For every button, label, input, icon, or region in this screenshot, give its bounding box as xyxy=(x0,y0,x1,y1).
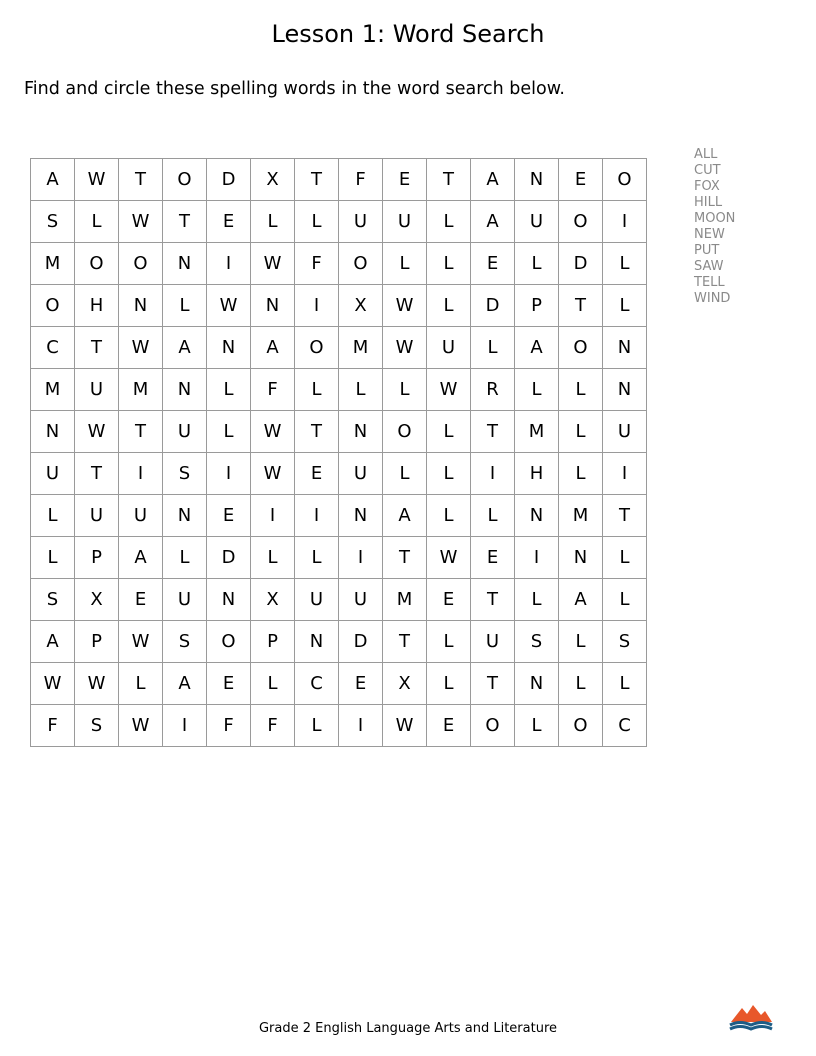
grid-cell[interactable]: T xyxy=(295,159,339,201)
word-list-item: FOX xyxy=(694,179,720,194)
grid-cell[interactable]: E xyxy=(207,201,251,243)
grid-cell[interactable]: U xyxy=(603,411,647,453)
word-search-grid xyxy=(30,158,647,747)
grid-cell[interactable]: F xyxy=(251,705,295,747)
grid-cell[interactable]: S xyxy=(515,621,559,663)
grid-cell[interactable]: O xyxy=(559,327,603,369)
grid-cell[interactable]: O xyxy=(383,411,427,453)
grid-cell[interactable]: A xyxy=(119,537,163,579)
grid-cell[interactable]: T xyxy=(75,327,119,369)
grid-cell[interactable]: E xyxy=(559,159,603,201)
grid-cell[interactable]: U xyxy=(163,411,207,453)
grid-cell[interactable]: A xyxy=(251,327,295,369)
grid-cell[interactable]: L xyxy=(31,537,75,579)
grid-cell[interactable]: L xyxy=(515,369,559,411)
grid-cell[interactable]: L xyxy=(119,663,163,705)
grid-cell[interactable]: L xyxy=(427,495,471,537)
grid-cell[interactable]: P xyxy=(251,621,295,663)
grid-cell[interactable]: T xyxy=(471,579,515,621)
grid-cell[interactable]: U xyxy=(515,201,559,243)
word-list-item: CUT xyxy=(694,163,721,178)
grid-cell[interactable]: T xyxy=(75,453,119,495)
grid-cell[interactable]: U xyxy=(295,579,339,621)
grid-cell[interactable]: L xyxy=(163,285,207,327)
grid-cell[interactable]: I xyxy=(119,453,163,495)
instructions-text: Find and circle these spelling words in the word search below. xyxy=(24,79,565,99)
grid-cell[interactable]: L xyxy=(427,453,471,495)
grid-cell[interactable]: A xyxy=(471,201,515,243)
grid-cell[interactable]: O xyxy=(339,243,383,285)
grid-cell[interactable]: O xyxy=(559,201,603,243)
grid-row xyxy=(31,579,647,621)
grid-cell[interactable]: H xyxy=(515,453,559,495)
grid-cell[interactable]: L xyxy=(163,537,207,579)
grid-cell[interactable]: T xyxy=(383,537,427,579)
grid-cell[interactable]: I xyxy=(603,201,647,243)
grid-cell[interactable]: D xyxy=(207,159,251,201)
grid-cell[interactable]: W xyxy=(383,285,427,327)
grid-cell[interactable]: O xyxy=(471,705,515,747)
grid-cell[interactable]: N xyxy=(515,159,559,201)
word-list-item: PUT xyxy=(694,243,720,258)
grid-cell[interactable]: E xyxy=(207,495,251,537)
grid-cell[interactable]: X xyxy=(75,579,119,621)
publisher-logo-icon xyxy=(728,1002,774,1032)
grid-row xyxy=(31,663,647,705)
grid-cell[interactable]: X xyxy=(251,579,295,621)
grid-cell[interactable]: F xyxy=(339,159,383,201)
grid-cell[interactable]: P xyxy=(75,537,119,579)
grid-cell[interactable]: L xyxy=(603,537,647,579)
grid-cell[interactable]: L xyxy=(515,579,559,621)
grid-cell[interactable]: N xyxy=(339,495,383,537)
grid-row xyxy=(31,285,647,327)
grid-cell[interactable]: L xyxy=(559,663,603,705)
grid-cell[interactable]: N xyxy=(339,411,383,453)
grid-cell[interactable]: U xyxy=(75,369,119,411)
grid-cell[interactable]: L xyxy=(427,411,471,453)
grid-cell[interactable]: W xyxy=(207,285,251,327)
grid-row xyxy=(31,327,647,369)
grid-cell[interactable]: M xyxy=(515,411,559,453)
grid-cell[interactable]: N xyxy=(251,285,295,327)
grid-cell[interactable]: S xyxy=(163,453,207,495)
grid-cell[interactable]: F xyxy=(251,369,295,411)
grid-cell[interactable]: W xyxy=(251,453,295,495)
grid-cell[interactable]: W xyxy=(383,327,427,369)
grid-cell[interactable]: N xyxy=(515,663,559,705)
grid-cell[interactable]: N xyxy=(515,495,559,537)
grid-cell[interactable]: L xyxy=(251,201,295,243)
grid-cell[interactable]: T xyxy=(119,411,163,453)
grid-row xyxy=(31,411,647,453)
grid-cell[interactable]: U xyxy=(383,201,427,243)
grid-cell[interactable]: N xyxy=(603,327,647,369)
grid-cell[interactable]: L xyxy=(603,285,647,327)
grid-cell[interactable]: L xyxy=(383,453,427,495)
page-title: Lesson 1: Word Search xyxy=(271,20,545,48)
grid-cell[interactable]: T xyxy=(163,201,207,243)
grid-cell[interactable]: L xyxy=(603,663,647,705)
grid-cell[interactable]: T xyxy=(383,621,427,663)
grid-cell[interactable]: A xyxy=(515,327,559,369)
grid-cell[interactable]: W xyxy=(119,327,163,369)
word-list-item: WIND xyxy=(694,291,731,306)
grid-cell[interactable]: L xyxy=(383,369,427,411)
grid-cell[interactable]: I xyxy=(295,285,339,327)
grid-row xyxy=(31,495,647,537)
grid-cell[interactable]: L xyxy=(559,621,603,663)
grid-cell[interactable]: W xyxy=(119,201,163,243)
grid-cell[interactable]: I xyxy=(515,537,559,579)
grid-cell[interactable]: D xyxy=(559,243,603,285)
grid-cell[interactable]: N xyxy=(119,285,163,327)
grid-cell[interactable]: O xyxy=(31,285,75,327)
grid-row xyxy=(31,243,647,285)
grid-cell[interactable]: U xyxy=(471,621,515,663)
grid-cell[interactable]: L xyxy=(427,621,471,663)
grid-cell[interactable]: U xyxy=(339,453,383,495)
grid-cell[interactable]: M xyxy=(559,495,603,537)
grid-cell[interactable]: M xyxy=(31,369,75,411)
grid-cell[interactable]: L xyxy=(559,411,603,453)
grid-cell[interactable]: U xyxy=(31,453,75,495)
grid-cell[interactable]: L xyxy=(295,537,339,579)
word-list-item: TELL xyxy=(694,275,725,290)
grid-cell[interactable]: S xyxy=(603,621,647,663)
grid-cell[interactable]: W xyxy=(251,243,295,285)
grid-cell[interactable]: N xyxy=(559,537,603,579)
grid-cell[interactable]: C xyxy=(31,327,75,369)
grid-cell[interactable]: L xyxy=(207,411,251,453)
grid-cell[interactable]: A xyxy=(471,159,515,201)
grid-cell[interactable]: T xyxy=(119,159,163,201)
grid-cell[interactable]: S xyxy=(31,579,75,621)
grid-cell[interactable]: M xyxy=(119,369,163,411)
grid-cell[interactable]: L xyxy=(295,705,339,747)
grid-cell[interactable]: U xyxy=(339,201,383,243)
grid-cell[interactable]: T xyxy=(295,411,339,453)
grid-cell[interactable]: E xyxy=(339,663,383,705)
grid-row xyxy=(31,537,647,579)
grid-cell[interactable]: N xyxy=(295,621,339,663)
grid-cell[interactable]: W xyxy=(119,621,163,663)
grid-row xyxy=(31,621,647,663)
grid-cell[interactable]: E xyxy=(119,579,163,621)
grid-cell[interactable]: O xyxy=(119,243,163,285)
grid-cell[interactable]: L xyxy=(75,201,119,243)
grid-cell[interactable]: I xyxy=(207,243,251,285)
grid-cell[interactable]: L xyxy=(515,705,559,747)
grid-cell[interactable]: S xyxy=(75,705,119,747)
grid-cell[interactable]: O xyxy=(207,621,251,663)
grid-cell[interactable]: W xyxy=(383,705,427,747)
grid-row xyxy=(31,705,647,747)
grid-cell[interactable]: P xyxy=(515,285,559,327)
grid-cell[interactable]: E xyxy=(383,159,427,201)
grid-cell[interactable]: X xyxy=(383,663,427,705)
grid-cell[interactable]: X xyxy=(339,285,383,327)
grid-cell[interactable]: X xyxy=(251,159,295,201)
grid-cell[interactable]: T xyxy=(471,663,515,705)
grid-cell[interactable]: A xyxy=(559,579,603,621)
grid-cell[interactable]: N xyxy=(603,369,647,411)
grid-cell[interactable]: L xyxy=(339,369,383,411)
grid-cell[interactable]: I xyxy=(603,453,647,495)
grid-cell[interactable]: O xyxy=(75,243,119,285)
grid-cell[interactable]: A xyxy=(31,621,75,663)
grid-cell[interactable]: O xyxy=(603,159,647,201)
grid-cell[interactable]: I xyxy=(251,495,295,537)
grid-cell[interactable]: A xyxy=(163,663,207,705)
grid-cell[interactable]: L xyxy=(207,369,251,411)
grid-row xyxy=(31,159,647,201)
grid-cell[interactable]: D xyxy=(339,621,383,663)
grid-cell[interactable]: L xyxy=(251,537,295,579)
grid-cell[interactable]: E xyxy=(427,705,471,747)
grid-cell[interactable]: L xyxy=(427,243,471,285)
grid-cell[interactable]: A xyxy=(163,327,207,369)
grid-cell[interactable]: L xyxy=(251,663,295,705)
grid-cell[interactable]: H xyxy=(75,285,119,327)
grid-cell[interactable]: P xyxy=(75,621,119,663)
grid-cell[interactable]: M xyxy=(339,327,383,369)
grid-cell[interactable]: I xyxy=(339,705,383,747)
grid-cell[interactable]: F xyxy=(295,243,339,285)
grid-cell[interactable]: L xyxy=(559,453,603,495)
grid-cell[interactable]: E xyxy=(471,537,515,579)
grid-cell[interactable]: D xyxy=(207,537,251,579)
grid-cell[interactable]: N xyxy=(207,327,251,369)
grid-cell[interactable]: M xyxy=(383,579,427,621)
grid-cell[interactable]: S xyxy=(163,621,207,663)
grid-cell[interactable]: L xyxy=(31,495,75,537)
grid-cell[interactable]: T xyxy=(427,159,471,201)
grid-cell[interactable]: L xyxy=(427,663,471,705)
grid-cell[interactable]: W xyxy=(427,537,471,579)
grid-cell[interactable]: E xyxy=(427,579,471,621)
word-list-item: MOON xyxy=(694,211,736,226)
grid-cell[interactable]: W xyxy=(75,663,119,705)
grid-cell[interactable]: L xyxy=(471,327,515,369)
grid-cell[interactable]: M xyxy=(31,243,75,285)
grid-cell[interactable]: L xyxy=(603,579,647,621)
grid-cell[interactable]: I xyxy=(471,453,515,495)
grid-cell[interactable]: L xyxy=(559,369,603,411)
grid-cell[interactable]: W xyxy=(119,705,163,747)
grid-cell[interactable]: N xyxy=(163,243,207,285)
grid-cell[interactable]: C xyxy=(603,705,647,747)
grid-cell[interactable]: O xyxy=(559,705,603,747)
grid-cell[interactable]: T xyxy=(471,411,515,453)
grid-cell[interactable]: C xyxy=(295,663,339,705)
grid-row xyxy=(31,369,647,411)
word-list-item: HILL xyxy=(694,195,723,210)
grid-cell[interactable]: U xyxy=(163,579,207,621)
grid-cell[interactable]: N xyxy=(163,369,207,411)
grid-cell[interactable]: T xyxy=(559,285,603,327)
grid-cell[interactable]: I xyxy=(295,495,339,537)
word-list-item: SAW xyxy=(694,259,724,274)
grid-cell[interactable]: L xyxy=(603,243,647,285)
grid-cell[interactable]: S xyxy=(31,201,75,243)
grid-cell[interactable]: W xyxy=(31,663,75,705)
grid-cell[interactable]: I xyxy=(339,537,383,579)
grid-cell[interactable]: L xyxy=(471,495,515,537)
grid-cell[interactable]: D xyxy=(471,285,515,327)
grid-row xyxy=(31,201,647,243)
grid-row xyxy=(31,453,647,495)
grid-cell[interactable]: L xyxy=(427,201,471,243)
grid-cell[interactable]: A xyxy=(383,495,427,537)
grid-cell[interactable]: L xyxy=(383,243,427,285)
grid-cell[interactable]: L xyxy=(427,285,471,327)
grid-cell[interactable]: N xyxy=(31,411,75,453)
grid-cell[interactable]: O xyxy=(163,159,207,201)
grid-cell[interactable]: U xyxy=(119,495,163,537)
word-list-item: NEW xyxy=(694,227,725,242)
grid-cell[interactable]: W xyxy=(75,159,119,201)
grid-cell[interactable]: F xyxy=(31,705,75,747)
grid-cell[interactable]: L xyxy=(515,243,559,285)
grid-cell[interactable]: W xyxy=(427,369,471,411)
grid-cell[interactable]: A xyxy=(31,159,75,201)
grid-cell[interactable]: W xyxy=(251,411,295,453)
word-list xyxy=(694,147,735,307)
grid-cell[interactable]: L xyxy=(295,369,339,411)
grid-cell[interactable]: F xyxy=(207,705,251,747)
grid-cell[interactable]: I xyxy=(207,453,251,495)
grid-cell[interactable]: U xyxy=(427,327,471,369)
grid-cell[interactable]: U xyxy=(75,495,119,537)
grid-cell[interactable]: W xyxy=(75,411,119,453)
grid-cell[interactable]: U xyxy=(339,579,383,621)
grid-cell[interactable]: O xyxy=(295,327,339,369)
grid-cell[interactable]: R xyxy=(471,369,515,411)
footer-text: Grade 2 English Language Arts and Literature xyxy=(258,1021,558,1036)
word-list-item: ALL xyxy=(694,147,718,162)
grid-cell[interactable]: I xyxy=(163,705,207,747)
grid-cell[interactable]: E xyxy=(295,453,339,495)
grid-cell[interactable]: N xyxy=(207,579,251,621)
grid-cell[interactable]: N xyxy=(163,495,207,537)
grid-cell[interactable]: E xyxy=(207,663,251,705)
grid-cell[interactable]: L xyxy=(295,201,339,243)
grid-cell[interactable]: T xyxy=(603,495,647,537)
grid-cell[interactable]: E xyxy=(471,243,515,285)
